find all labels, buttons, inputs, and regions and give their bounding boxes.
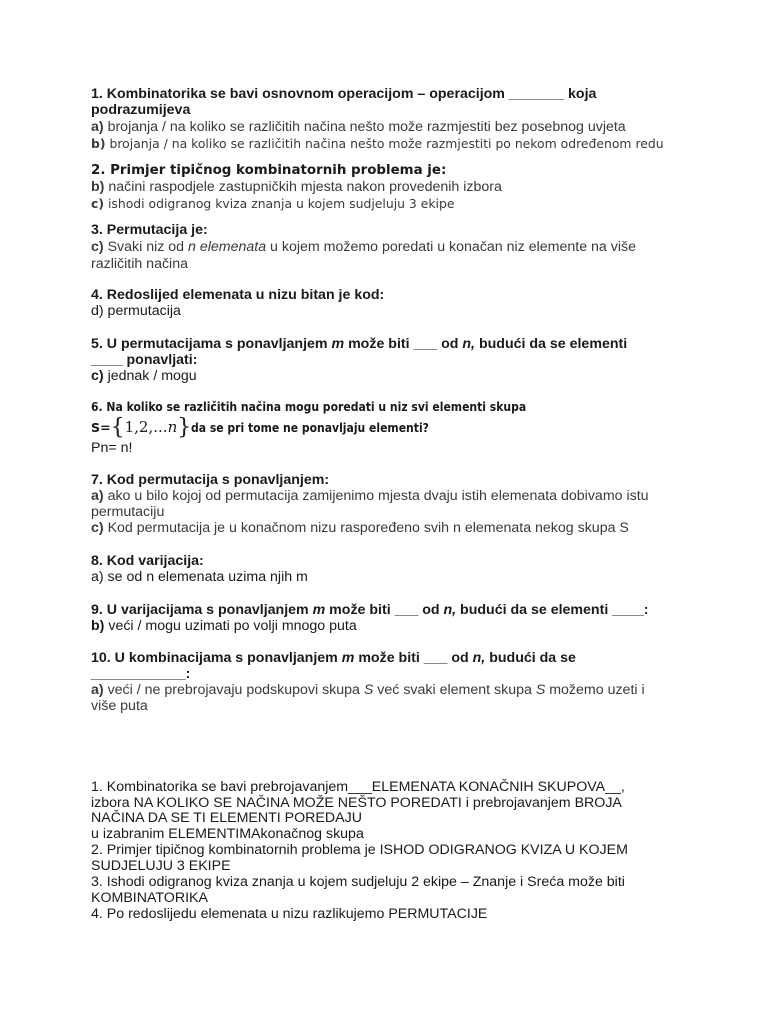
- question-10-text: [91, 650, 576, 666]
- question-10-answer-a: [91, 682, 645, 698]
- answer-letter: a): [91, 682, 104, 698]
- brace-close: }: [177, 415, 192, 440]
- answer-letter: a): [91, 488, 104, 504]
- question-3-answer-c: [91, 239, 636, 255]
- question-9-text: [91, 602, 648, 618]
- question-8-answer: a) se od n elemenata uzima njih m: [91, 569, 308, 585]
- answer-text: već svaki element skupa: [373, 682, 536, 698]
- question-text-part: budući da se elementi: [475, 336, 628, 352]
- question-6-set-line: [91, 415, 468, 440]
- answer-letter: b): [91, 179, 105, 195]
- answer-letter: c): [91, 196, 105, 211]
- answer-text: brojanja / na koliko se različitih načina nešto može razmjestiti bez posebnog uvjeta: [103, 119, 626, 135]
- answer-text: jednak / mogu: [103, 368, 197, 384]
- question-5-text-cont: ____ ponavljati:: [91, 352, 198, 368]
- answer-letter: b): [91, 618, 105, 634]
- question-7-answer-a-cont: permutaciju: [91, 504, 165, 520]
- question-7-text: 7. Kod permutacija s ponavljanjem:: [91, 472, 330, 488]
- answer-text-cont: u kojem možemo poredati u konačan niz elemente na više: [266, 239, 636, 255]
- set-symbol: S: [535, 682, 546, 698]
- note-1-line-1: 1. Kombinatorika se bavi prebrojavanjem___ELEMENATA KONAČNIH SKUPOVA__,: [91, 779, 625, 795]
- question-1-answer-b: [91, 136, 664, 152]
- answer-text: ishodi odigranog kviza znanja u kojem sudjeluju 3 ekipe: [104, 196, 455, 211]
- question-5-text: [91, 336, 627, 352]
- answer-text: brojanja / na koliko se različitih načina nešto može razmjestiti po nekom određenom redu: [105, 136, 664, 151]
- set-n: n: [167, 418, 178, 436]
- question-1-answer-a: [91, 119, 626, 135]
- answer-letter: b): [91, 136, 106, 151]
- question-text-part: 10. U kombinacijama s ponavljanjem: [91, 650, 342, 666]
- answer-text: načini raspodjele zastupničkih mjesta nakon provedenih izbora: [104, 179, 502, 195]
- answer-letter: a): [91, 119, 104, 135]
- answer-italic: n elemenata: [188, 239, 267, 255]
- variable-m: m: [331, 336, 345, 352]
- question-text-part: 5. U permutacijama s ponavljanjem: [91, 336, 332, 352]
- answer-text: veći / ne prebrojavaju podskupovi skupa: [103, 682, 364, 698]
- question-3-answer-c-cont: različitih načina: [91, 256, 188, 272]
- answer-text: ako u bilo kojoj od permutacija zamijenimo mjesta dvaju istih elemenata dobivamo istu: [103, 488, 649, 504]
- question-2-answer-c: [91, 196, 454, 212]
- question-text-part: može biti ___ od: [344, 336, 463, 352]
- question-9-answer-b: [91, 618, 357, 634]
- answer-letter: c): [91, 239, 104, 255]
- set-label: S=: [91, 420, 111, 435]
- question-8-text: 8. Kod varijacija:: [91, 553, 204, 569]
- set-items: 1,2,...: [124, 418, 168, 436]
- answer-text: Svaki niz od: [103, 239, 189, 255]
- variable-n: n,: [472, 650, 486, 666]
- note-1-line-2: izbora NA KOLIKO SE NAČINA MOŽE NEŠTO POREDATI i prebrojavanjem BROJA: [91, 795, 622, 811]
- question-7-answer-a: [91, 488, 649, 504]
- note-1-line-4: u izabranim ELEMENTIMAkonačnog skupa: [91, 826, 364, 842]
- question-4-text: 4. Redoslijed elemenata u nizu bitan je kod:: [91, 287, 385, 303]
- answer-text: veći / mogu uzimati po volji mnogo puta: [104, 618, 357, 634]
- question-text-part: 9. U varijacijama s ponavljanjem: [91, 602, 313, 618]
- question-2-text: 2. Primjer tipičnog kombinatornih problema je:: [91, 163, 447, 178]
- question-6-answer: Pn= n!: [91, 440, 133, 456]
- answer-letter: c): [91, 368, 104, 384]
- variable-m: m: [312, 602, 326, 618]
- question-1-text-cont: podrazumijeva: [91, 102, 191, 118]
- variable-n: n,: [462, 336, 475, 352]
- question-4-answer: d) permutacija: [91, 303, 181, 319]
- question-10-text-cont: ____________:: [91, 666, 191, 682]
- answer-text: Kod permutacija je u konačnom nizu raspoređeno svih n elemenata nekog skupa S: [103, 520, 629, 536]
- variable-m: m: [341, 650, 355, 666]
- brace-open: {: [110, 415, 125, 440]
- note-3-line-1: 3. Ishodi odigranog kviza znanja u kojem sudjeluju 2 ekipe – Znanje i Sreća može biti: [91, 874, 625, 890]
- question-text-part: može biti ___ od: [325, 602, 444, 618]
- question-text-part: budući da se elementi ____:: [456, 602, 649, 618]
- question-10-answer-a-cont: više puta: [91, 698, 148, 714]
- question-6-text-cont: da se pri tome ne ponavljaju elementi?: [191, 420, 430, 435]
- note-4-line-1: 4. Po redoslijedu elemenata u nizu razlikujemo PERMUTACIJE: [91, 906, 488, 922]
- variable-n: n,: [443, 602, 457, 618]
- question-1-text: 1. Kombinatorika se bavi osnovnom operacijom – operacijom _______ koja: [91, 86, 597, 102]
- question-7-answer-c: [91, 520, 629, 536]
- note-1-line-3: NAČINA DA SE TI ELEMENTI POREDAJU: [91, 810, 362, 826]
- question-2-answer-b: [91, 179, 502, 195]
- question-5-answer-c: [91, 368, 197, 384]
- note-2-line-2: SUDJELUJU 3 EKIPE: [91, 858, 231, 874]
- question-text-part: budući da se: [485, 650, 576, 666]
- answer-text: možemo uzeti i: [545, 682, 645, 698]
- question-6-text: 6. Na koliko se različitih načina mogu poredati u niz svi elementi skupa: [91, 399, 527, 414]
- set-symbol: S: [363, 682, 374, 698]
- note-2-line-1: 2. Primjer tipičnog kombinatornih problema je ISHOD ODIGRANOG KVIZA U KOJEM: [91, 842, 628, 858]
- note-3-line-2: KOMBINATORIKA: [91, 890, 208, 906]
- answer-letter: c): [91, 520, 104, 536]
- question-text-part: može biti ___ od: [354, 650, 473, 666]
- question-3-text: 3. Permutacija je:: [91, 222, 208, 238]
